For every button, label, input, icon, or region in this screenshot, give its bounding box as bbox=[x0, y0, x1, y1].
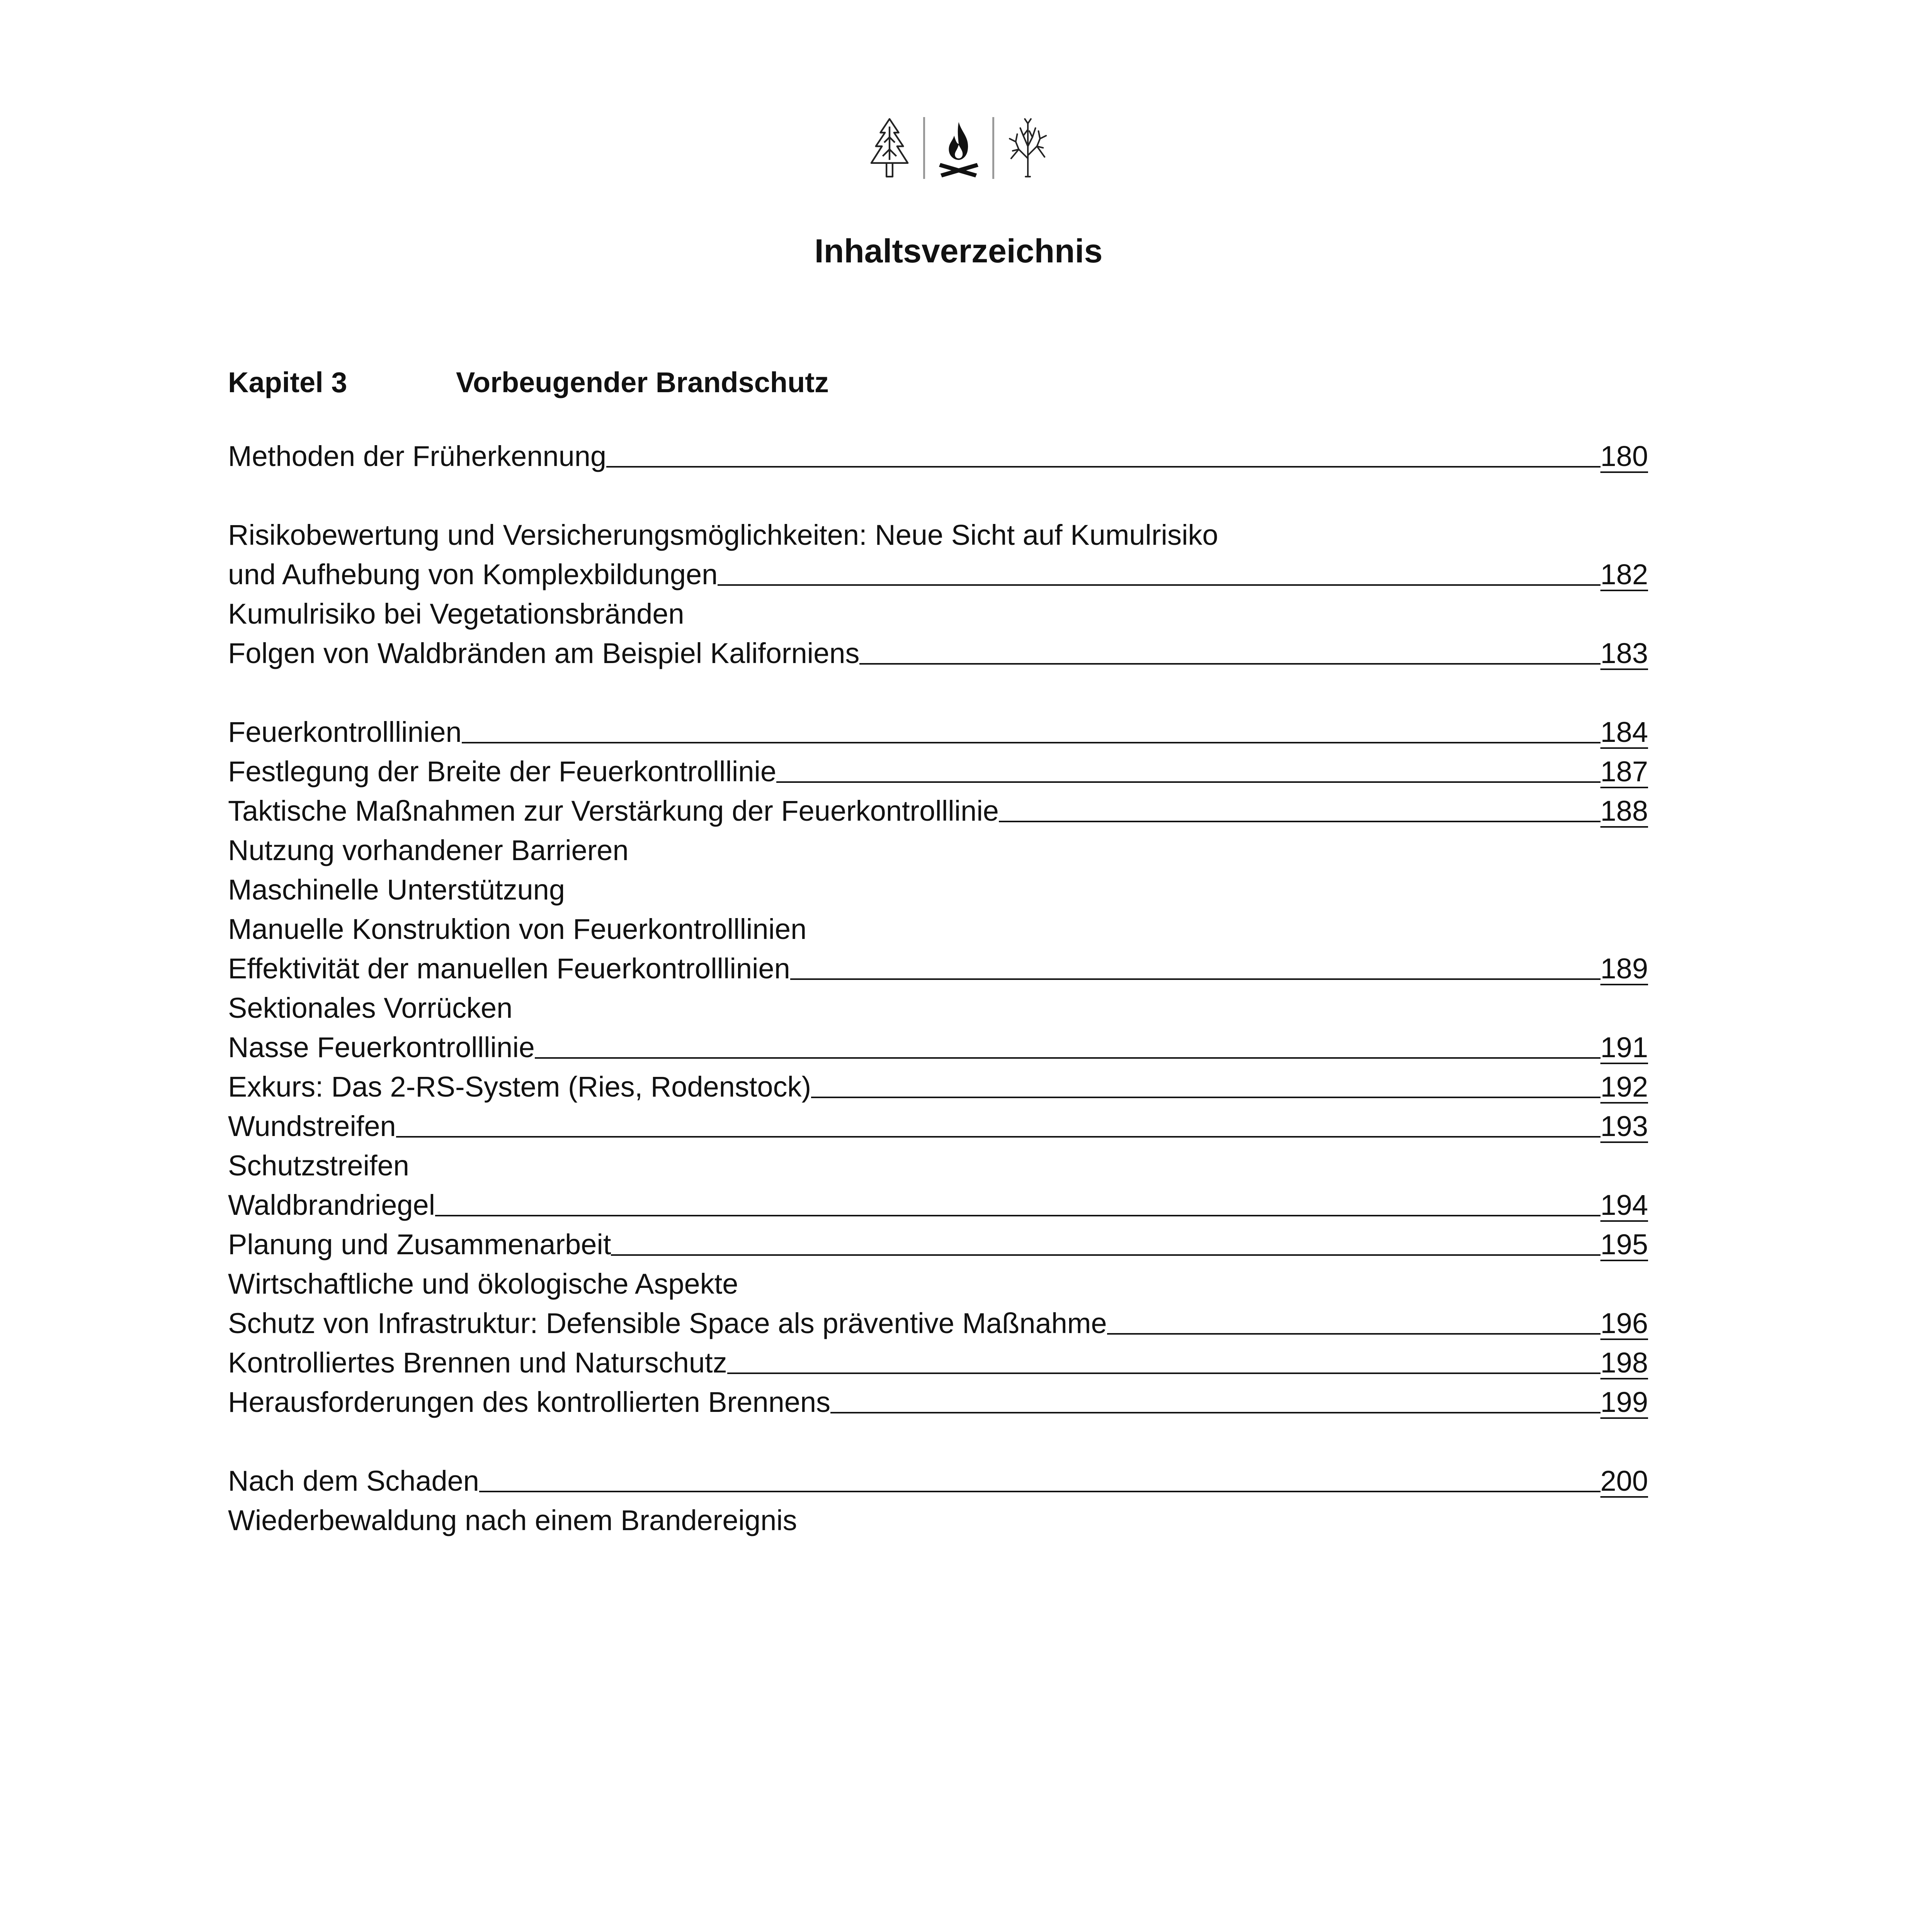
toc-entry[interactable] bbox=[228, 988, 1648, 1028]
toc-entry-title: Herausforderungen des kontrollierten Brennens bbox=[228, 1386, 831, 1418]
toc-entry-title: Kontrolliertes Brennen und Naturschutz bbox=[228, 1347, 727, 1379]
toc-leader-line bbox=[435, 1215, 1600, 1216]
chapter-name: Vorbeugender Brandschutz bbox=[456, 366, 829, 398]
toc-entry[interactable] bbox=[228, 949, 1648, 988]
toc-entry[interactable] bbox=[228, 791, 1648, 831]
toc-leader-line bbox=[776, 781, 1600, 783]
toc-entry[interactable] bbox=[228, 1343, 1648, 1383]
toc-entry[interactable] bbox=[228, 1028, 1648, 1067]
table-of-contents bbox=[228, 437, 1648, 1540]
toc-entry-title: Feuerkontrolllinien bbox=[228, 716, 462, 748]
toc-entry-title: Effektivität der manuellen Feuerkontrolllinien bbox=[228, 952, 790, 985]
header-divider bbox=[992, 117, 994, 179]
toc-entry-title: Wiederbewaldung nach einem Brandereignis bbox=[228, 1504, 797, 1536]
toc-entry[interactable] bbox=[228, 1501, 1648, 1540]
toc-entry[interactable] bbox=[228, 1107, 1648, 1146]
toc-entry-title: Schutzstreifen bbox=[228, 1150, 409, 1182]
toc-page-number: 198 bbox=[1600, 1347, 1648, 1379]
toc-entry-title: Risikobewertung und Versicherungsmöglichkeiten: Neue Sicht auf Kumulrisiko bbox=[228, 519, 1218, 551]
toc-entry[interactable] bbox=[228, 1067, 1648, 1107]
toc-page-number: 184 bbox=[1600, 716, 1648, 748]
toc-entry[interactable] bbox=[228, 870, 1648, 910]
toc-entry-title: Schutz von Infrastruktur: Defensible Space als präventive Maßnahme bbox=[228, 1307, 1107, 1339]
toc-entry[interactable] bbox=[228, 555, 1648, 594]
toc-leader-line bbox=[718, 584, 1600, 586]
toc-entry[interactable] bbox=[228, 910, 1648, 949]
toc-entry[interactable] bbox=[228, 594, 1648, 634]
toc-leader-line bbox=[1107, 1333, 1601, 1335]
toc-entry-title: Kumulrisiko bei Vegetationsbränden bbox=[228, 598, 684, 630]
toc-leader-line bbox=[479, 1491, 1601, 1492]
toc-page-number: 189 bbox=[1600, 952, 1648, 985]
toc-page-number: 183 bbox=[1600, 637, 1648, 669]
toc-page-number: 180 bbox=[1600, 440, 1648, 472]
fir-tree-icon bbox=[867, 116, 912, 180]
toc-leader-line bbox=[606, 466, 1600, 468]
header-icons bbox=[0, 114, 1917, 182]
campfire-icon bbox=[936, 116, 981, 180]
toc-page-number: 191 bbox=[1600, 1031, 1648, 1063]
bare-tree-icon bbox=[1005, 116, 1051, 180]
toc-entry[interactable] bbox=[228, 1225, 1648, 1264]
toc-leader-line bbox=[396, 1136, 1601, 1138]
toc-page-number: 188 bbox=[1600, 795, 1648, 827]
toc-page-number: 182 bbox=[1600, 558, 1648, 590]
toc-page-number: 187 bbox=[1600, 755, 1648, 787]
toc-entry[interactable] bbox=[228, 1185, 1648, 1225]
header-divider bbox=[923, 117, 925, 179]
toc-entry[interactable] bbox=[228, 1304, 1648, 1343]
toc-leader-line bbox=[727, 1372, 1601, 1374]
toc-entry[interactable] bbox=[228, 437, 1648, 476]
toc-entry[interactable] bbox=[228, 713, 1648, 752]
toc-leader-line bbox=[859, 663, 1600, 665]
toc-entry[interactable] bbox=[228, 1461, 1648, 1501]
toc-entry-title: Nach dem Schaden bbox=[228, 1465, 479, 1497]
toc-entry-title: Manuelle Konstruktion von Feuerkontrolllinien bbox=[228, 913, 807, 945]
toc-page-number: 194 bbox=[1600, 1189, 1648, 1221]
toc-page-number: 199 bbox=[1600, 1386, 1648, 1418]
toc-entry-title: Nutzung vorhandener Barrieren bbox=[228, 834, 629, 866]
toc-page-number: 196 bbox=[1600, 1307, 1648, 1339]
toc-entry-title: Methoden der Früherkennung bbox=[228, 440, 607, 472]
toc-entry-title: Festlegung der Breite der Feuerkontrolllinie bbox=[228, 755, 777, 787]
toc-entry-title: Sektionales Vorrücken bbox=[228, 992, 513, 1024]
toc-leader-line bbox=[535, 1057, 1601, 1059]
toc-entry[interactable] bbox=[228, 1383, 1648, 1422]
toc-entry-title: Maschinelle Unterstützung bbox=[228, 874, 565, 906]
toc-leader-line bbox=[790, 978, 1601, 980]
toc-entry[interactable] bbox=[228, 1264, 1648, 1304]
toc-entry[interactable] bbox=[228, 634, 1648, 673]
toc-entry-title: Waldbrandriegel bbox=[228, 1189, 435, 1221]
toc-leader-line bbox=[830, 1412, 1600, 1413]
toc-page-number: 192 bbox=[1600, 1071, 1648, 1103]
toc-leader-line bbox=[611, 1254, 1600, 1256]
toc-page-number: 195 bbox=[1600, 1228, 1648, 1260]
toc-entry-title: und Aufhebung von Komplexbildungen bbox=[228, 558, 718, 590]
toc-page-number: 193 bbox=[1600, 1110, 1648, 1142]
toc-entry-title: Nasse Feuerkontrolllinie bbox=[228, 1031, 535, 1063]
toc-entry-title: Wirtschaftliche und ökologische Aspekte bbox=[228, 1268, 738, 1300]
page-title: Inhaltsverzeichnis bbox=[814, 233, 1103, 270]
toc-entry-title: Planung und Zusammenarbeit bbox=[228, 1228, 611, 1260]
chapter-number: Kapitel 3 bbox=[228, 366, 347, 398]
toc-entry-title: Taktische Maßnahmen zur Verstärkung der Feuerkontrolllinie bbox=[228, 795, 999, 827]
toc-entry[interactable] bbox=[228, 1146, 1648, 1185]
toc-leader-line bbox=[999, 821, 1601, 822]
toc-entry[interactable] bbox=[228, 831, 1648, 870]
toc-page-number: 200 bbox=[1600, 1465, 1648, 1497]
toc-leader-line bbox=[462, 742, 1601, 743]
toc-entry-title: Folgen von Waldbränden am Beispiel Kaliforniens bbox=[228, 637, 860, 669]
toc-entry[interactable] bbox=[228, 515, 1648, 555]
toc-entry-title: Wundstreifen bbox=[228, 1110, 396, 1142]
toc-leader-line bbox=[811, 1097, 1600, 1098]
toc-entry-title: Exkurs: Das 2-RS-System (Ries, Rodenstock) bbox=[228, 1071, 811, 1103]
toc-entry[interactable] bbox=[228, 752, 1648, 791]
